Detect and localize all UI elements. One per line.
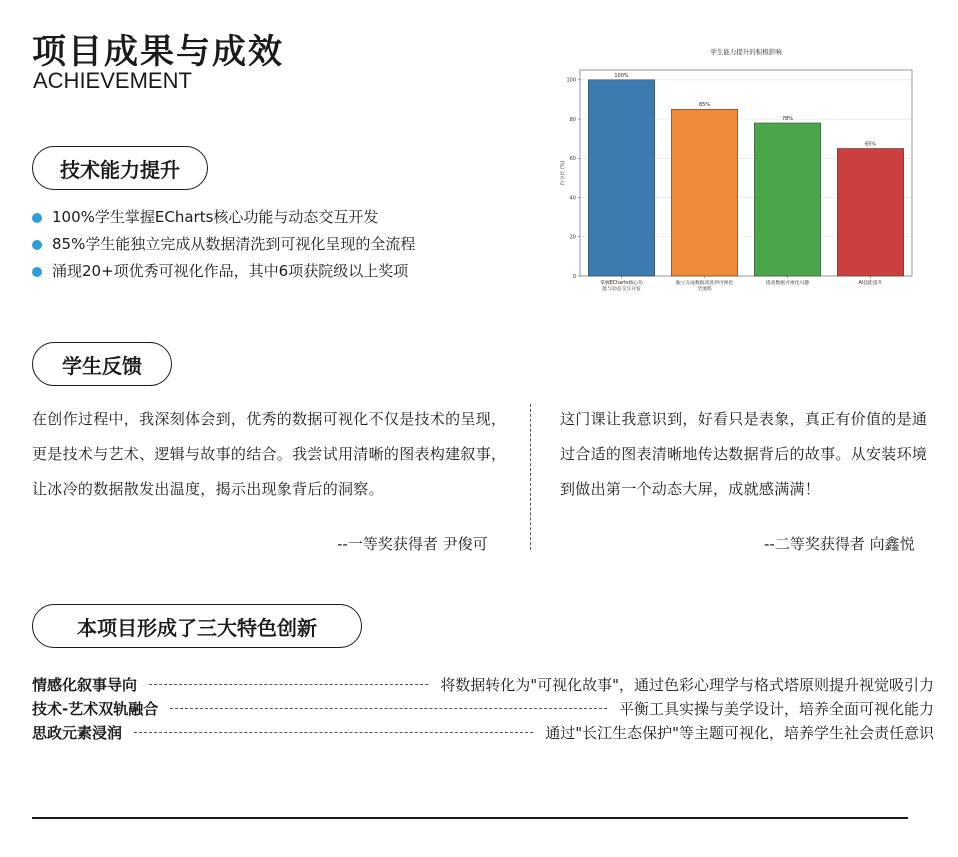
page-title: 项目成果与成效 — [32, 32, 284, 72]
bullet-dot-icon — [32, 240, 42, 250]
feature-name: 情感化叙事导向 — [32, 675, 138, 694]
feature-name: 技术-艺术双轨融合 — [32, 699, 159, 718]
feature-row — [32, 697, 934, 719]
chart-bar — [588, 80, 654, 276]
page-subtitle: ACHIEVEMENT — [33, 68, 192, 93]
chart-bar — [837, 148, 903, 276]
chart-bar-value-label: 65% — [864, 141, 877, 148]
chart-svg — [560, 42, 920, 304]
tech-bullet-text: 100%学生掌握ECharts核心功能与动态交互开发 — [52, 208, 379, 226]
feedback-quote-right: 这门课让我意识到，好看只是表象，真正有价值的是通过合适的图表清晰地传达数据背后的故事。从安装环境到做出第一个动态大屏，成就感满满！ — [560, 410, 928, 498]
tech-bullet-item — [32, 258, 415, 285]
tech-bullet-text: 85%学生能独立完成从数据清洗到可视化呈现的全流程 — [52, 235, 416, 253]
chart-y-tick-label: 0 — [572, 273, 576, 280]
feature-description: 通过"长江生态保护"等主题可视化，培养学生社会责任意识 — [545, 723, 934, 742]
ability-bar-chart — [560, 42, 920, 304]
chart-bar — [754, 123, 820, 276]
feature-name: 思政元素浸润 — [32, 723, 123, 742]
tech-section-heading: 技术能力提升 — [32, 146, 208, 190]
feature-leader-line — [149, 684, 428, 685]
tech-bullet-list — [32, 204, 415, 285]
tech-bullet-text: 涌现20+项优秀可视化作品，其中6项获院级以上奖项 — [52, 262, 409, 280]
feature-description: 将数据转化为"可视化故事"，通过色彩心理学与格式塔原则提升视觉吸引力 — [440, 675, 934, 694]
feedback-signature-left: --一等奖获得者 尹俊可 — [337, 535, 488, 553]
chart-x-tick-label: 掌握ECharts核心功能与动态交互开发 — [600, 281, 643, 292]
tech-bullet-item — [32, 231, 415, 258]
feedback-signature-right: --二等奖获得者 向鑫悦 — [764, 535, 915, 553]
feature-leader-line — [170, 708, 607, 709]
chart-x-tick-label: 提高数据可视化兴趣 — [765, 281, 810, 286]
features-section-heading: 本项目形成了三大特色创新 — [32, 604, 362, 648]
chart-bar — [671, 109, 737, 276]
bullet-dot-icon — [32, 213, 42, 223]
feature-leader-line — [134, 732, 533, 733]
chart-title: 学生能力提升的积极影响 — [710, 48, 782, 56]
feature-description: 平衡工具实操与美学设计，培养全面可视化能力 — [618, 699, 934, 718]
chart-bar-value-label: 85% — [698, 102, 711, 109]
feedback-section-heading: 学生反馈 — [32, 342, 172, 386]
chart-bar-value-label: 100% — [614, 72, 629, 79]
bottom-rule — [32, 817, 908, 819]
chart-x-tick-label: 独立完成数据清洗到可视化全流程 — [675, 281, 734, 292]
feature-row — [32, 673, 934, 695]
chart-y-axis-label: 百分比 (%) — [560, 160, 566, 186]
feature-row — [32, 721, 934, 743]
chart-y-tick-label: 20 — [569, 234, 576, 241]
chart-y-tick-label: 80 — [569, 116, 576, 123]
feedback-divider — [530, 404, 531, 550]
chart-y-tick-label: 40 — [569, 195, 576, 202]
tech-bullet-item — [32, 204, 415, 231]
chart-y-tick-label: 100 — [566, 77, 576, 84]
chart-x-tick-label: AI技能提升 — [858, 281, 883, 286]
bullet-dot-icon — [32, 267, 42, 277]
chart-bar-value-label: 78% — [781, 115, 794, 122]
feedback-quote-left: 在创作过程中，我深刻体会到，优秀的数据可视化不仅是技术的呈现，更是技术与艺术、逻辑与故事的结合。我尝试用清晰的图表构建叙事，让冰冷的数据散发出温度，揭示出现象背后的洞察。 — [32, 410, 507, 498]
chart-y-tick-label: 60 — [569, 156, 576, 163]
